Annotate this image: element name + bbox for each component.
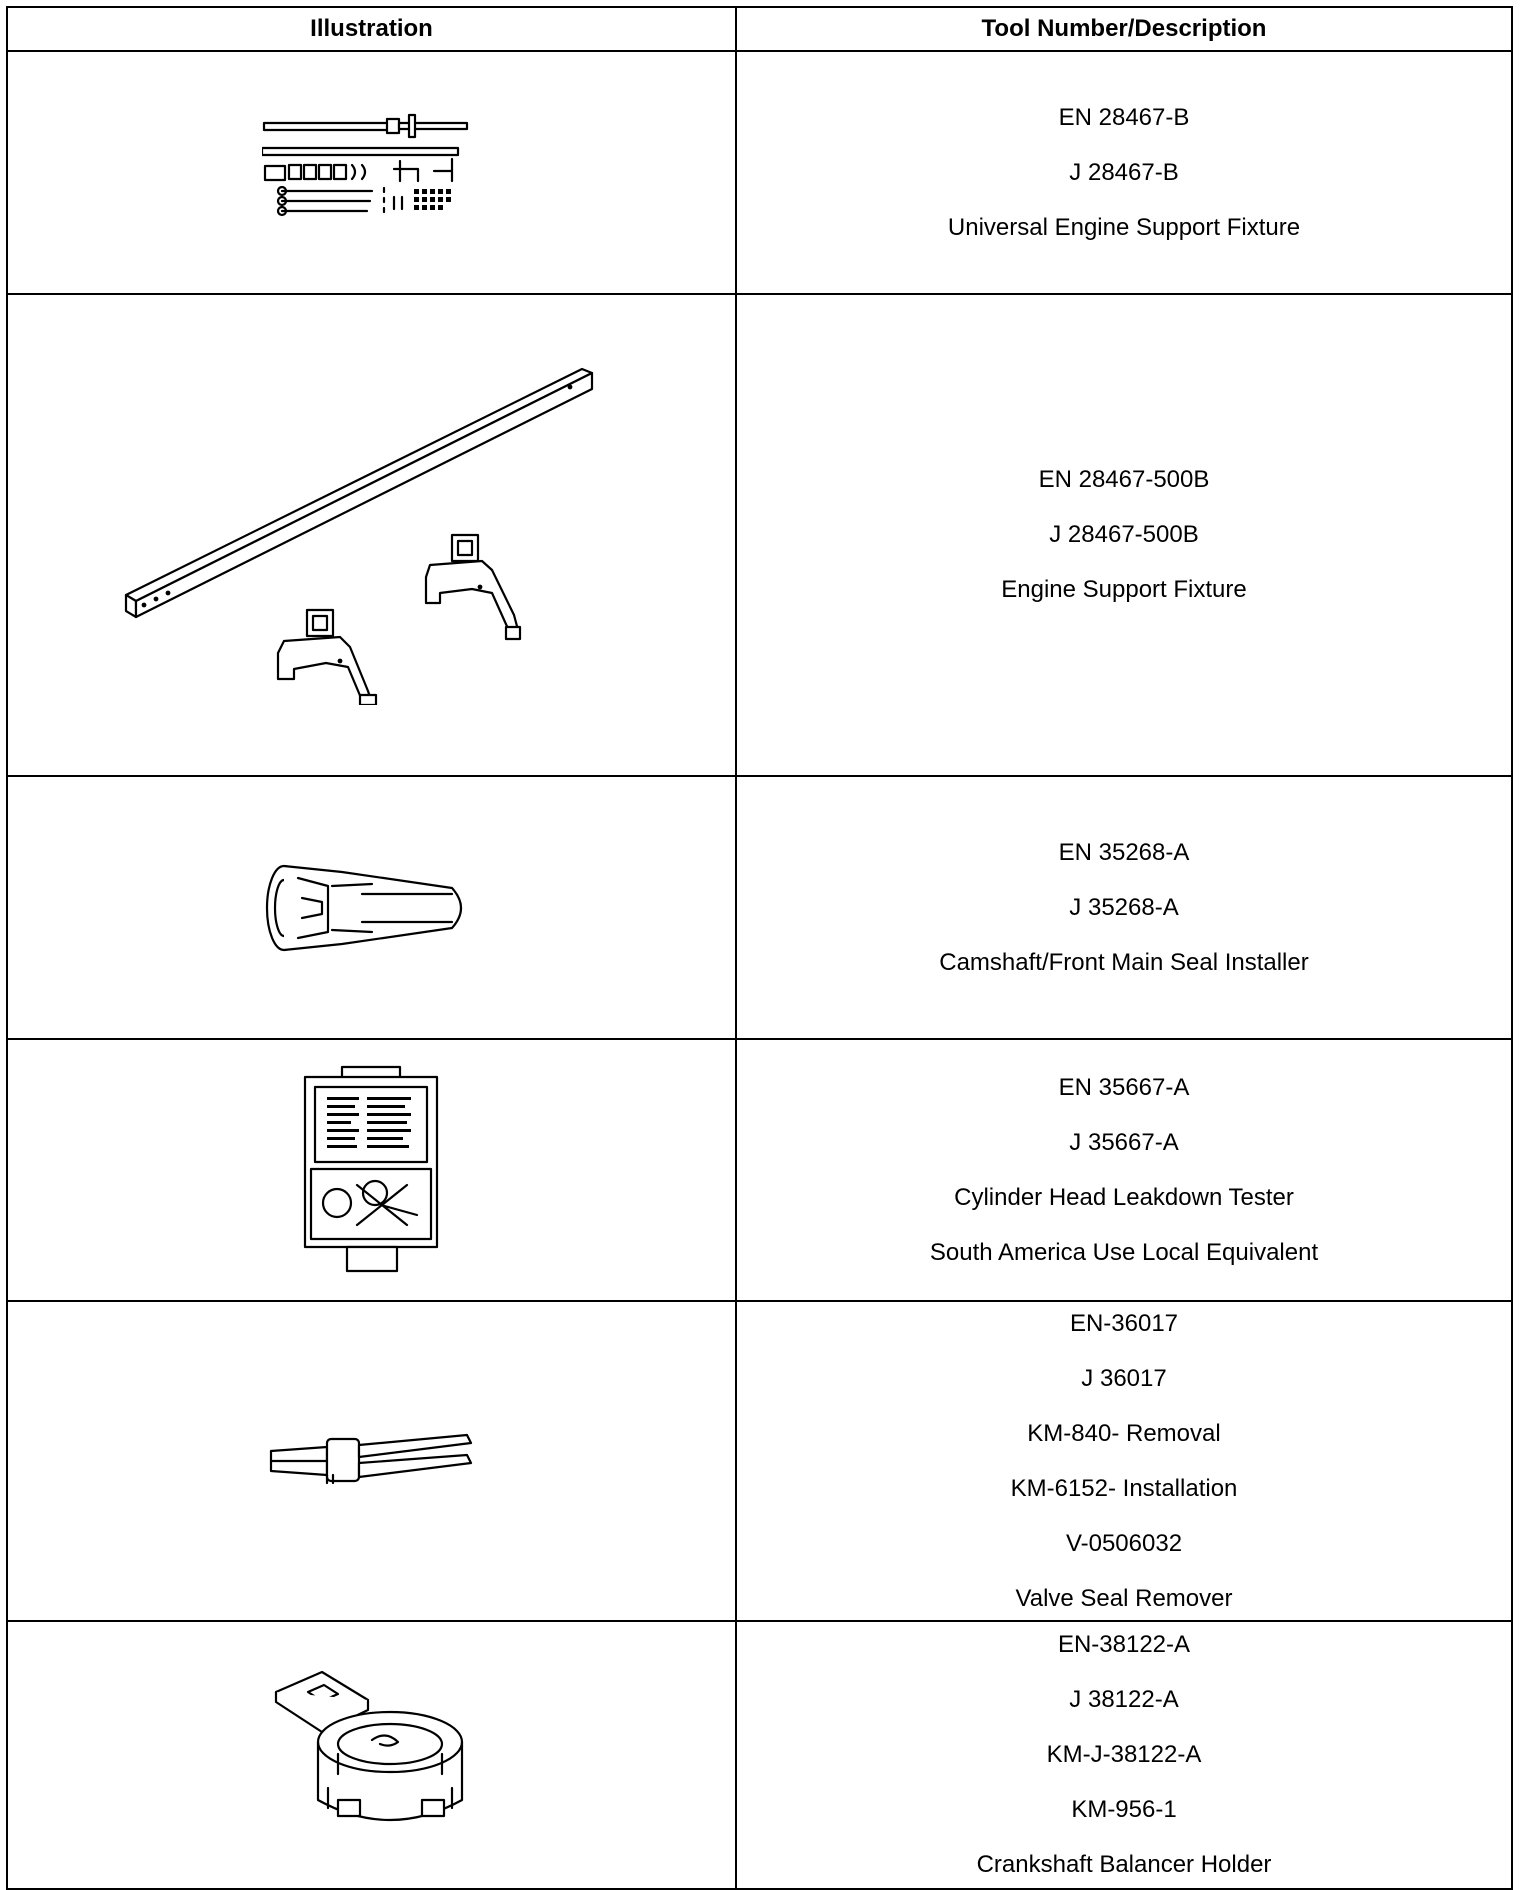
tool-number-j: J 36017 <box>1081 1364 1167 1392</box>
table-row <box>7 1621 1512 1889</box>
table-row <box>7 1301 1512 1621</box>
tool-description: Valve Seal Remover <box>1015 1584 1233 1612</box>
special-tools-table <box>6 6 1513 1890</box>
description-header: Tool Number/Description <box>736 7 1512 51</box>
tool-number-en: EN-38122-A <box>1057 1631 1191 1658</box>
engine-support-fixture-icon <box>122 365 622 705</box>
tool-number-j: J 38122-A <box>1069 1686 1179 1713</box>
valve-seal-remover-icon <box>267 1431 477 1491</box>
header-row <box>7 7 1512 51</box>
illustration-cell <box>7 294 736 776</box>
illustration-cell <box>7 1301 736 1621</box>
table-row <box>7 51 1512 294</box>
table-row <box>7 294 1512 776</box>
tool-number-j: J 35268-A <box>1069 893 1179 921</box>
table-row <box>7 776 1512 1039</box>
tool-number-en: EN 28467-B <box>1058 103 1190 131</box>
tool-description: Camshaft/Front Main Seal Installer <box>939 948 1309 976</box>
description-cell <box>736 776 1512 1039</box>
tool-description: Universal Engine Support Fixture <box>947 213 1301 241</box>
balancer-holder-icon <box>272 1670 472 1840</box>
tool-number-j: J 35667-A <box>1069 1128 1179 1156</box>
tool-number-km-installation: KM-6152- Installation <box>1010 1474 1238 1502</box>
description-cell <box>736 1621 1512 1889</box>
illustration-cell <box>7 1039 736 1301</box>
tool-number-en: EN 35268-A <box>1058 838 1190 866</box>
tool-note: South America Use Local Equivalent <box>929 1238 1319 1266</box>
tool-number-v: V-0506032 <box>1065 1529 1183 1557</box>
table-row <box>7 1039 1512 1301</box>
tool-description: Crankshaft Balancer Holder <box>976 1851 1272 1878</box>
tool-number-km-j: KM-J-38122-A <box>1046 1741 1202 1768</box>
tool-number-en: EN 28467-500B <box>1038 466 1210 493</box>
seal-installer-icon <box>262 858 482 958</box>
leakdown-tester-case-icon <box>297 1065 447 1275</box>
description-cell <box>736 1301 1512 1621</box>
illustration-cell <box>7 1621 736 1889</box>
illustration-header: Illustration <box>7 7 736 51</box>
description-cell <box>736 1039 1512 1301</box>
description-cell <box>736 294 1512 776</box>
tool-number-en: EN-36017 <box>1069 1309 1179 1337</box>
universal-engine-support-fixture-icon <box>262 113 482 233</box>
tool-number-km-removal: KM-840- Removal <box>1027 1419 1221 1447</box>
tool-description: Cylinder Head Leakdown Tester <box>954 1183 1294 1211</box>
illustration-cell <box>7 776 736 1039</box>
tool-description: Engine Support Fixture <box>1001 576 1247 603</box>
tool-number-j: J 28467-500B <box>1049 521 1199 548</box>
tool-number-j: J 28467-B <box>1069 158 1179 186</box>
illustration-cell <box>7 51 736 294</box>
description-cell <box>736 51 1512 294</box>
tool-number-en: EN 35667-A <box>1058 1073 1190 1101</box>
tool-number-km: KM-956-1 <box>1071 1796 1177 1823</box>
